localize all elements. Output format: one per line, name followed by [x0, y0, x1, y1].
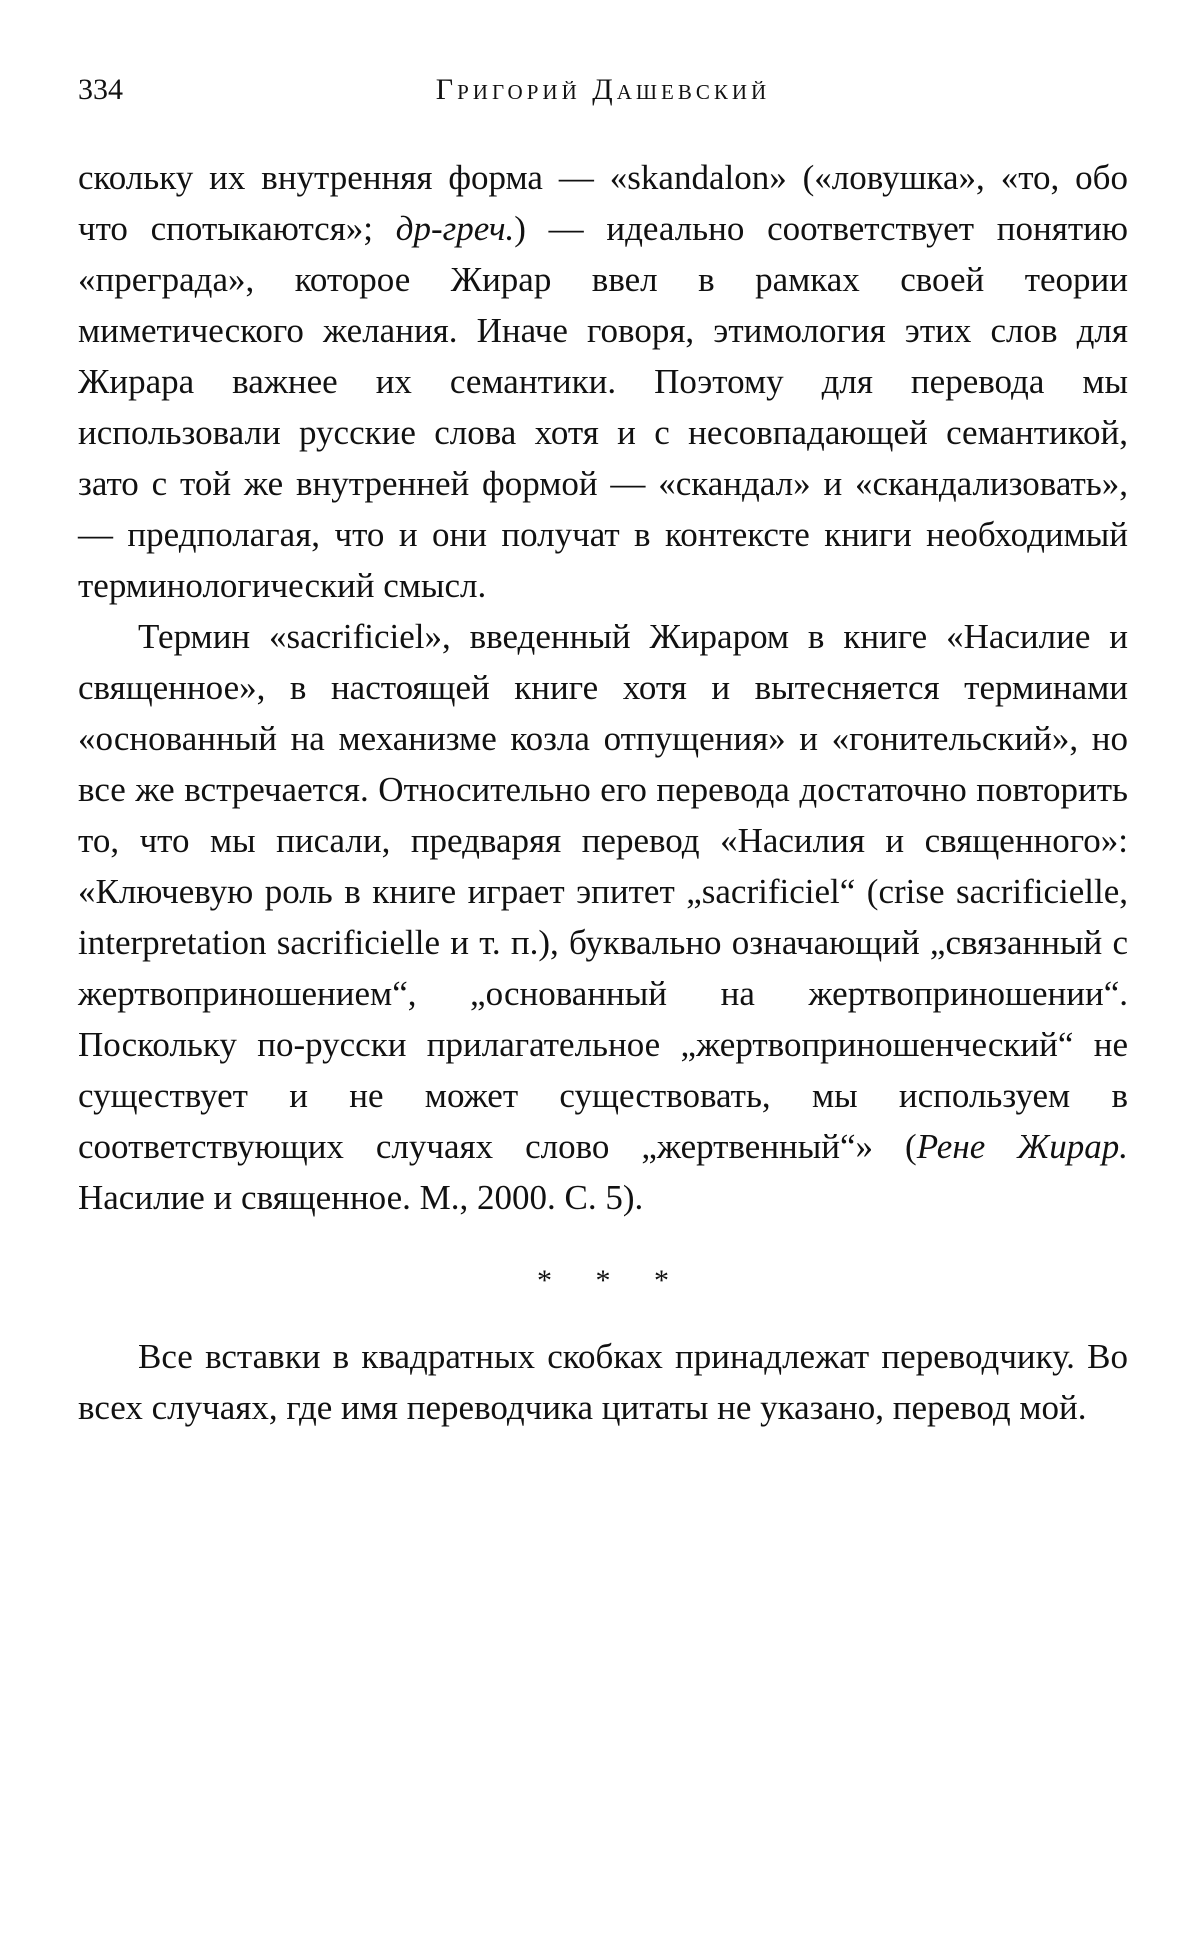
body-text	[78, 152, 1128, 1433]
paragraph-1-italic-abbrev: др-греч.	[395, 209, 515, 248]
running-head	[78, 70, 1128, 110]
page-number: 334	[78, 73, 123, 106]
paragraph-continuation	[78, 152, 1128, 611]
paragraph-2-text-a: Термин «sacrificiel», введенный Жираром в книге «Насилие и священное», в настоящей книге хотя и вытесняется терминами «основанный на механизме козла отпущения» и «гонительский», но все же встречается. Относительно его перевода достаточно повторить то, что мы писали, предваряя перевод «Насилия и священного»: «Ключевую роль в книге играет эпитет „sacrificiel“ (crise sacrificielle, interpretation sacrificielle и т. п.), буквально означающий „связанный с жертвоприношением“, „основанный на жертвоприношении“. Поскольку по-русски прилагательное „жертвоприношенческий“ не существует и не может существовать, мы используем в соответствующих случаях слово „жертвенный“» (	[78, 617, 1128, 1166]
paragraph-2-italic-author: Рене Жирар.	[916, 1127, 1129, 1166]
section-separator: * * *	[537, 1264, 687, 1297]
paragraph-2-text-b: Насилие и священное. М., 2000. С. 5).	[78, 1178, 644, 1217]
paragraph-1-text-b: ) — идеально соответствует понятию «преграда», которое Жирар ввел в рамках своей теории миметического желания. Иначе говоря, этимология этих слов для Жирара важнее их семантики. Поэтому для перевода мы использовали русские слова хотя и с несовпадающей семантикой, зато с той же внутренней формой — «скандал» и «скандализовать», — предполагая, что и они получат в контексте книги необходимый терминологический смысл.	[78, 209, 1128, 605]
paragraph-sacrificiel	[78, 611, 1128, 1223]
paragraph-translator-note: Все вставки в квадратных скобках принадлежат переводчику. Во всех случаях, где имя переводчика цитаты не указано, перевод мой.	[78, 1337, 1128, 1427]
running-head-author: Григорий Дашевский	[435, 73, 771, 106]
paragraph-1-text-a: скольку их внутренняя форма — «skandalon» («ловушка», «то, обо что спотыкаются»;	[78, 158, 1128, 248]
